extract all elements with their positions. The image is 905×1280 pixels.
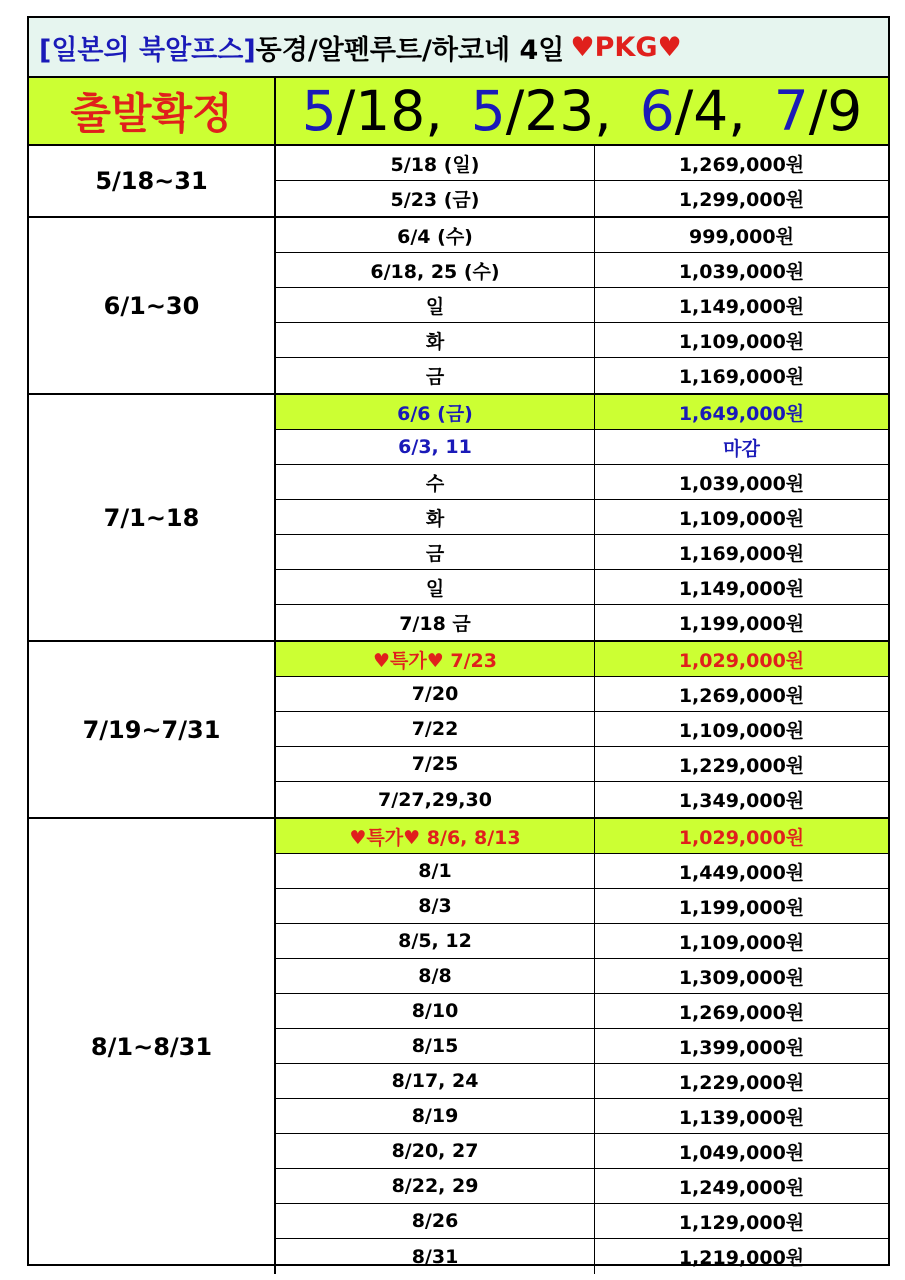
price: 1,169,000원 — [678, 542, 805, 565]
table-row — [276, 500, 888, 535]
departure-date: 8/5, 12 — [276, 924, 595, 958]
confirmed-label: 출발확정 — [29, 78, 276, 144]
price: 1,309,000원 — [678, 966, 805, 989]
departure-date: 화 — [276, 500, 595, 534]
table-row — [276, 1204, 888, 1239]
price: 1,109,000원 — [678, 931, 805, 954]
date-day: /23, — [505, 79, 612, 143]
price: 999,000원 — [689, 225, 794, 248]
table-row — [276, 358, 888, 393]
period-label: 6/1~30 — [29, 218, 276, 393]
departure-date: 7/18 금 — [276, 605, 595, 640]
price: 1,039,000원 — [678, 260, 805, 283]
confirmed-departures-banner — [29, 78, 888, 146]
price: 1,269,000원 — [678, 684, 805, 707]
table-row — [276, 642, 888, 677]
period-label: 7/19~7/31 — [29, 642, 276, 817]
table-row — [276, 323, 888, 358]
table-row — [276, 570, 888, 605]
departure-date: 7/27,29,30 — [276, 782, 595, 817]
departure-date: ♥특가♥ 8/6, 8/13 — [276, 819, 595, 853]
period-group — [29, 395, 888, 642]
departure-date: 수 — [276, 465, 595, 499]
table-row — [276, 288, 888, 323]
departure-date: 8/10 — [276, 994, 595, 1028]
departure-date: 7/25 — [276, 747, 595, 781]
price: 1,029,000원 — [678, 826, 805, 849]
title-itinerary: 동경/알펜루트/하코네 4일 — [255, 34, 565, 66]
title-pkg: PKG — [594, 31, 658, 63]
price: 1,399,000원 — [678, 1036, 805, 1059]
departure-date: 일 — [276, 570, 595, 604]
table-row — [276, 218, 888, 253]
table-row — [276, 712, 888, 747]
departure-date: 7/20 — [276, 677, 595, 711]
table-row — [276, 1029, 888, 1064]
departure-date: 8/26 — [276, 1204, 595, 1238]
price: 1,049,000원 — [678, 1141, 805, 1164]
table-row — [276, 819, 888, 854]
table-row — [276, 146, 888, 181]
departure-date: 6/3, 11 — [276, 430, 595, 464]
table-row — [276, 747, 888, 782]
table-row — [276, 605, 888, 640]
table-row — [276, 181, 888, 216]
price: 1,039,000원 — [678, 472, 805, 495]
date-day: /4, — [674, 79, 746, 143]
table-row — [276, 959, 888, 994]
departure-date: 일 — [276, 288, 595, 322]
departure-date: 8/31 — [276, 1239, 595, 1274]
price: 1,109,000원 — [678, 719, 805, 742]
table-row — [276, 1169, 888, 1204]
price: 1,349,000원 — [678, 790, 805, 812]
price: 1,249,000원 — [678, 1176, 805, 1199]
price: 1,269,000원 — [678, 1001, 805, 1024]
departure-date: 8/15 — [276, 1029, 595, 1063]
price: 마감 — [723, 437, 760, 460]
period-rows — [276, 819, 888, 1274]
departure-date: 5/18 (일) — [276, 146, 595, 180]
period-rows — [276, 642, 888, 817]
departure-date: 8/22, 29 — [276, 1169, 595, 1203]
table-row — [276, 395, 888, 430]
table-row — [276, 994, 888, 1029]
period-group — [29, 819, 888, 1274]
price: 1,649,000원 — [678, 402, 805, 425]
table-row — [276, 430, 888, 465]
table-row — [276, 924, 888, 959]
table-row — [276, 465, 888, 500]
price-table — [29, 146, 888, 1274]
table-row — [276, 1099, 888, 1134]
price: 1,169,000원 — [678, 366, 805, 388]
departure-date: 8/3 — [276, 889, 595, 923]
price: 1,199,000원 — [678, 896, 805, 919]
title-region: [일본의 북알프스] — [39, 34, 256, 66]
confirmed-dates — [276, 78, 888, 144]
table-row — [276, 253, 888, 288]
price: 1,029,000원 — [678, 649, 805, 672]
date-month: 6 — [639, 79, 675, 143]
table-row — [276, 782, 888, 817]
table-row — [276, 854, 888, 889]
price: 1,199,000원 — [678, 613, 805, 635]
departure-date: 금 — [276, 535, 595, 569]
period-label: 5/18~31 — [29, 146, 276, 216]
table-row — [276, 535, 888, 570]
title-bar — [29, 18, 888, 78]
table-row — [276, 1064, 888, 1099]
period-label: 8/1~8/31 — [29, 819, 276, 1274]
table-row — [276, 1239, 888, 1274]
price: 1,139,000원 — [678, 1106, 805, 1129]
departure-date: 8/20, 27 — [276, 1134, 595, 1168]
departure-date: 6/18, 25 (수) — [276, 253, 595, 287]
table-row — [276, 677, 888, 712]
price: 1,219,000원 — [678, 1247, 805, 1269]
date-day: /9 — [808, 79, 863, 143]
departure-date: 7/22 — [276, 712, 595, 746]
departure-date: 화 — [276, 323, 595, 357]
price: 1,449,000원 — [678, 861, 805, 884]
price: 1,299,000원 — [678, 189, 805, 211]
price: 1,109,000원 — [678, 330, 805, 353]
period-group — [29, 146, 888, 218]
price: 1,109,000원 — [678, 507, 805, 530]
date-month: 5 — [301, 79, 337, 143]
date-month: 5 — [470, 79, 506, 143]
departure-date: 6/4 (수) — [276, 218, 595, 252]
departure-date: 8/19 — [276, 1099, 595, 1133]
period-rows — [276, 146, 888, 216]
departure-date: 8/1 — [276, 854, 595, 888]
table-row — [276, 1134, 888, 1169]
period-rows — [276, 395, 888, 640]
departure-date: 8/17, 24 — [276, 1064, 595, 1098]
heart-icon: ♥ — [657, 31, 682, 63]
period-label: 7/1~18 — [29, 395, 276, 640]
price-sheet — [27, 16, 890, 1269]
price: 1,229,000원 — [678, 1071, 805, 1094]
departure-date: ♥특가♥ 7/23 — [276, 642, 595, 676]
price: 1,269,000원 — [678, 153, 805, 176]
departure-date: 금 — [276, 358, 595, 393]
price: 1,149,000원 — [678, 295, 805, 318]
date-month: 7 — [773, 79, 809, 143]
departure-date: 5/23 (금) — [276, 181, 595, 216]
departure-date: 6/6 (금) — [276, 395, 595, 429]
table-row — [276, 889, 888, 924]
period-group — [29, 642, 888, 819]
price: 1,229,000원 — [678, 754, 805, 777]
price: 1,149,000원 — [678, 577, 805, 600]
price: 1,129,000원 — [678, 1211, 805, 1234]
date-day: /18, — [336, 79, 443, 143]
period-rows — [276, 218, 888, 393]
departure-date: 8/8 — [276, 959, 595, 993]
period-group — [29, 218, 888, 395]
heart-icon: ♥ — [570, 31, 595, 63]
